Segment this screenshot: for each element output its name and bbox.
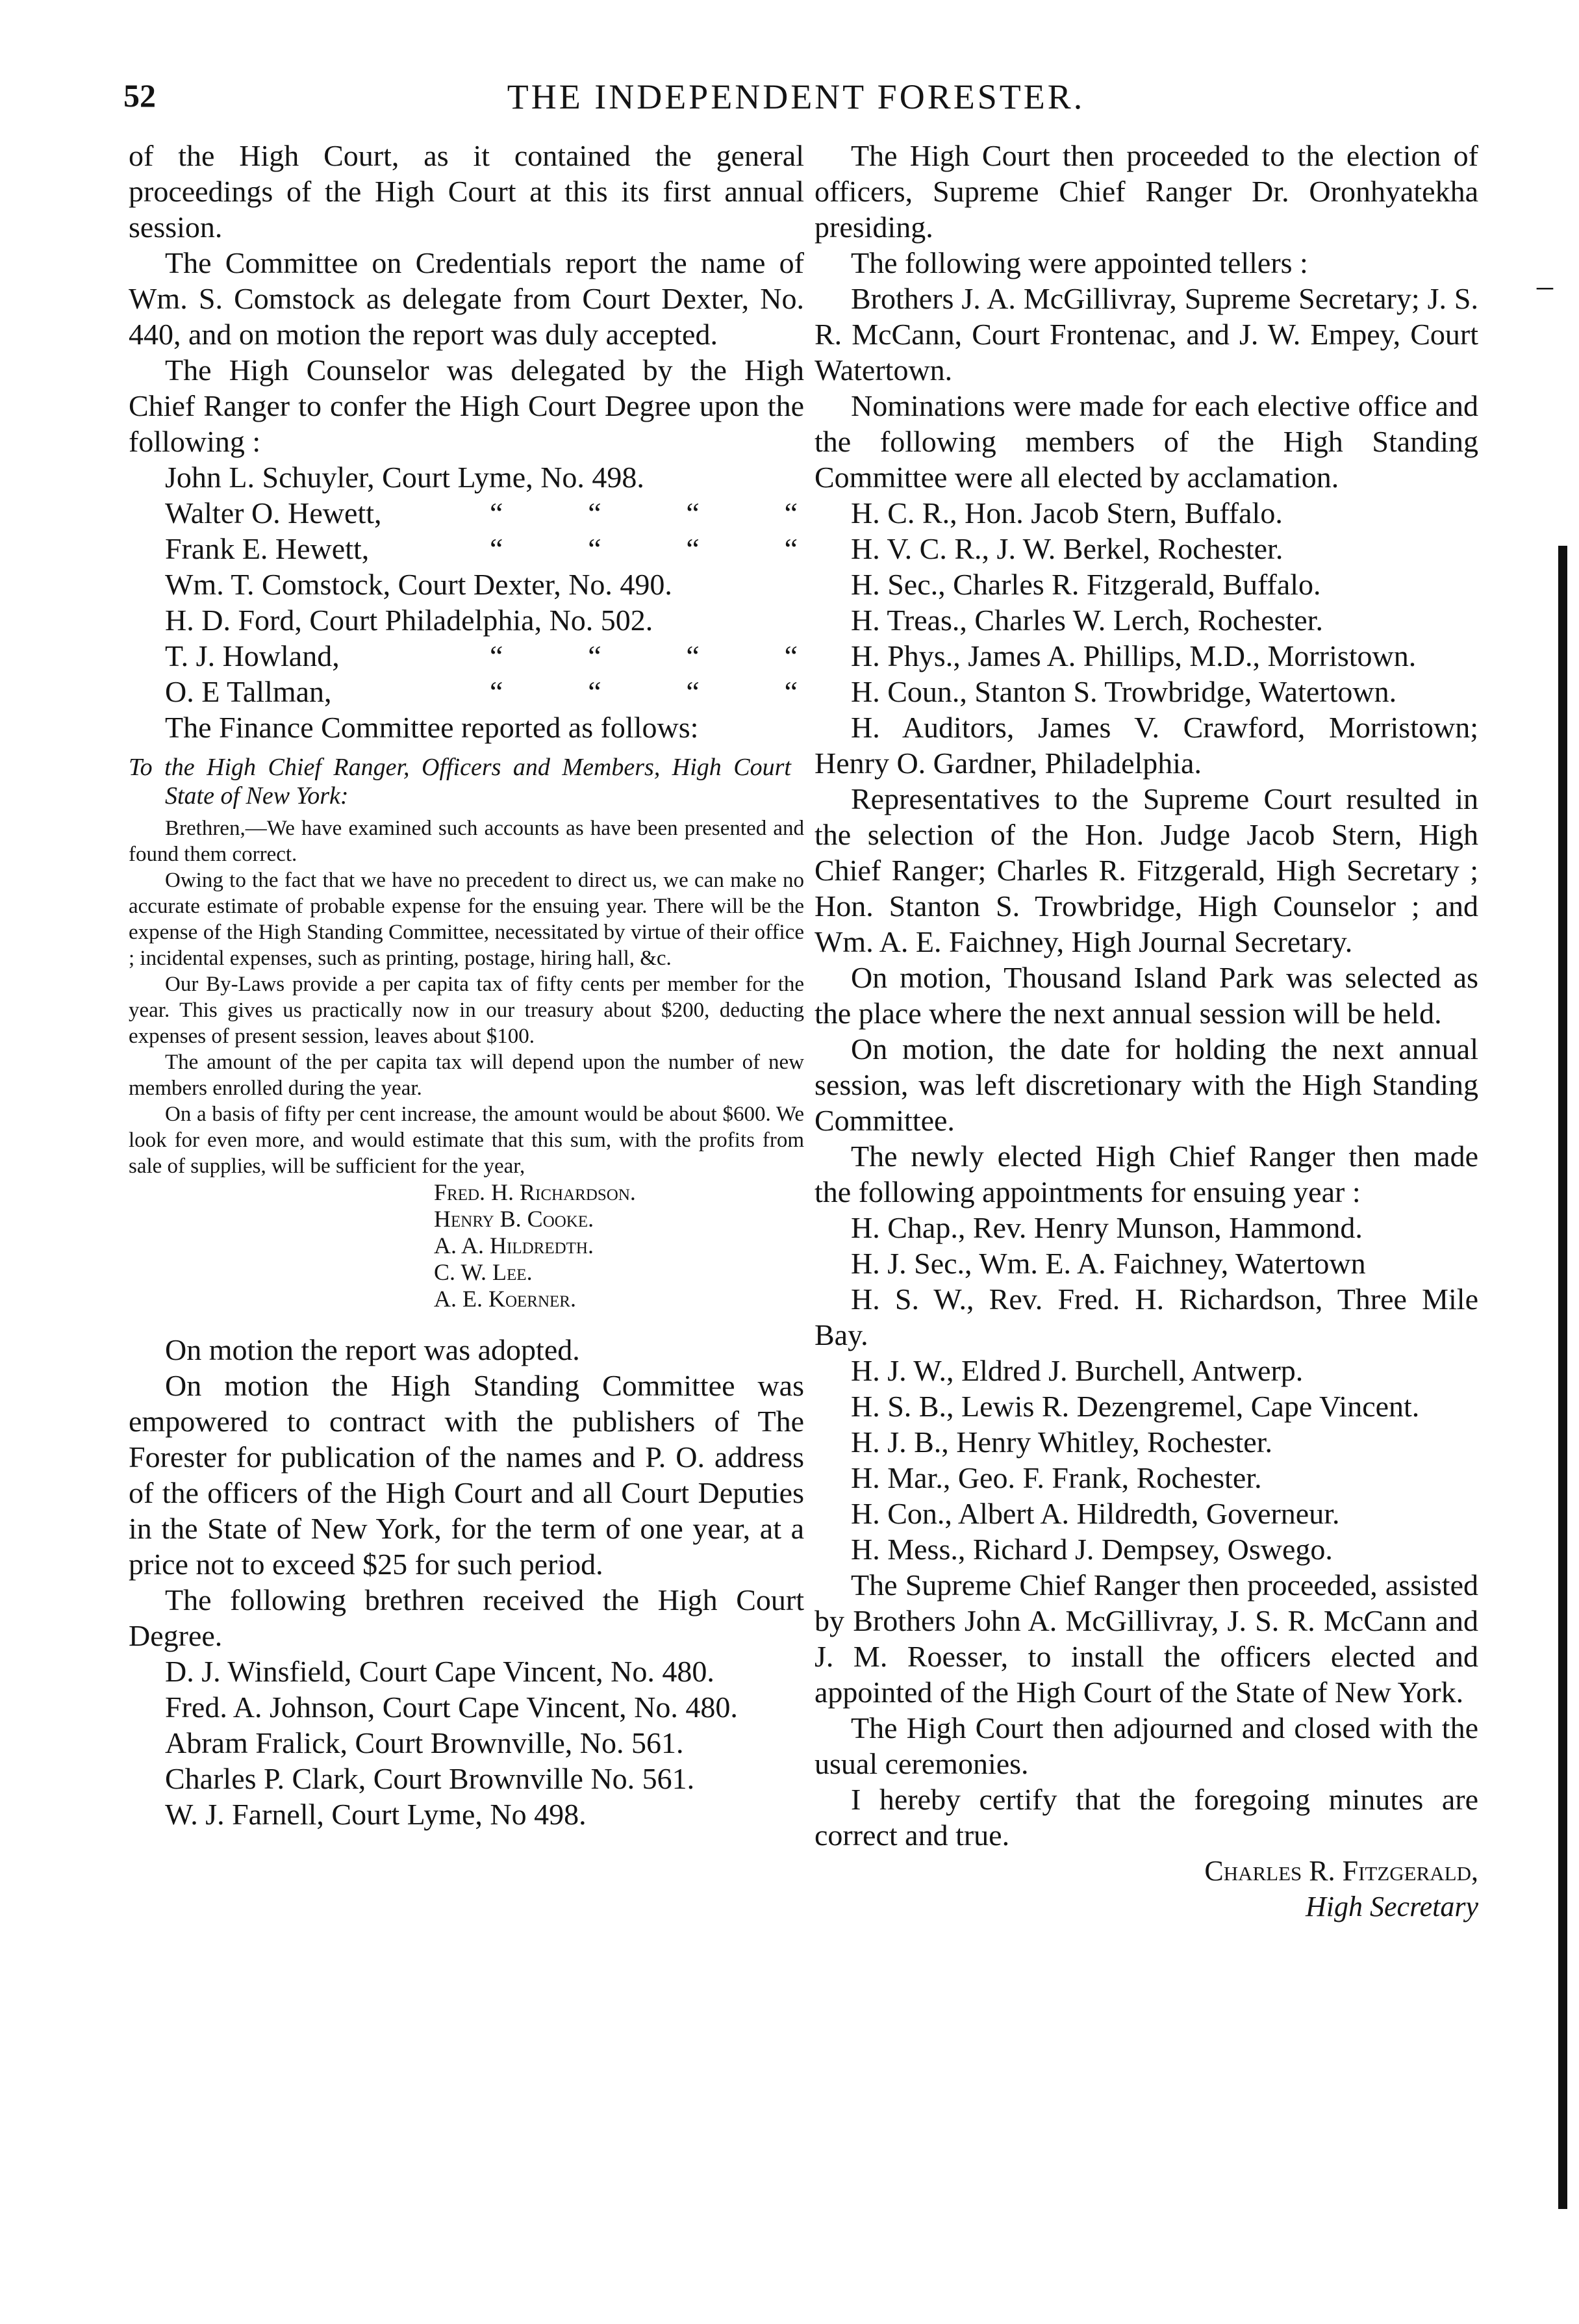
paragraph: The High Court then adjourned and closed with the usual ceremonies.: [815, 1711, 1478, 1780]
list-item: H. J. W., Eldred J. Burchell, Antwerp.: [851, 1354, 1304, 1387]
list-item: H. Auditors, James V. Crawford, Morristown; Henry O. Gardner, Philadelphia.: [815, 711, 1478, 780]
list-item: H. C. R., Hon. Jacob Stern, Buffalo.: [851, 496, 1283, 530]
list-item: D. J. Winsfield, Court Cape Vincent, No. 480.: [165, 1655, 714, 1688]
list-item: H. V. C. R., J. W. Berkel, Rochester.: [851, 532, 1283, 565]
report-address: To the High Chief Ranger, Officers and Members, High Court State of New York:: [129, 754, 791, 810]
list-item: H. Treas., Charles W. Lerch, Rochester.: [851, 604, 1323, 637]
list-item: H. Sec., Charles R. Fitzgerald, Buffalo.: [851, 568, 1321, 601]
report-paragraph: The amount of the per capita tax will depend upon the number of new members enrolled during the year.: [129, 1051, 804, 1100]
list-item: Wm. T. Comstock, Court Dexter, No. 490.: [165, 568, 672, 601]
list-item: H. Phys., James A. Phillips, M.D., Morristown.: [851, 639, 1417, 672]
paragraph: On motion, the date for holding the next annual session, was left discretionary with the High Standing Committee.: [815, 1032, 1478, 1137]
paragraph: On motion the High Standing Committee was empowered to contract with the publishers of The Forester for publication of the names and P. O. address of the officers of the High Court and all Court Deputies in the State of New York, for the term of one year, at a price not to exceed $25 for such period.: [129, 1369, 804, 1581]
finance-intro: The Finance Committee reported as follows:: [165, 711, 699, 744]
list-item: H. Mess., Richard J. Dempsey, Oswego.: [851, 1533, 1333, 1566]
list-item: Walter O. Hewett, “ “ “ “: [129, 495, 804, 531]
running-title: THE INDEPENDENT FORESTER.: [507, 77, 1085, 116]
paragraph: On motion the report was adopted.: [165, 1333, 580, 1366]
paragraph: Nominations were made for each elective office and the following members of the High Standing Committee were all elected by acclamation.: [815, 389, 1478, 494]
page-header: [123, 77, 1469, 122]
list-item: Abram Fralick, Court Brownville, No. 561.: [165, 1726, 684, 1759]
list-item: Frank E. Hewett, “ “ “ “: [129, 531, 804, 567]
list-item: T. J. Howland, “ “ “ “: [129, 638, 804, 674]
list-item: John L. Schuyler, Court Lyme, No. 498.: [165, 461, 644, 494]
signatory: A. E. Koerner.: [434, 1286, 576, 1312]
margin-mark: –: [1537, 267, 1553, 303]
left-column: [129, 138, 804, 1832]
ditto-marks: “ “ “ “: [490, 496, 798, 530]
paragraph: The following were appointed tellers :: [851, 246, 1308, 279]
paragraph: I hereby certify that the foregoing minutes are correct and true.: [815, 1783, 1478, 1852]
paragraph: The High Court then proceeded to the election of officers, Supreme Chief Ranger Dr. Oronhyatekha presiding.: [815, 139, 1478, 244]
signatory: C. W. Lee.: [434, 1259, 533, 1285]
paragraph: The Committee on Credentials report the name of Wm. S. Comstock as delegate from Court Dexter, No. 440, and on motion the report was duly accepted.: [129, 246, 804, 351]
list-item: H. Mar., Geo. F. Frank, Rochester.: [851, 1461, 1262, 1494]
signatory: A. A. Hildredth.: [434, 1232, 594, 1258]
right-column: [815, 138, 1478, 1924]
signatory: Fred. H. Richardson.: [434, 1179, 636, 1205]
paragraph: The following brethren received the High Court Degree.: [129, 1583, 804, 1652]
page-edge-shadow: [1558, 546, 1567, 2209]
list-item: H. Coun., Stanton S. Trowbridge, Watertown.: [851, 675, 1397, 708]
list-item: H. S. B., Lewis R. Dezengremel, Cape Vincent.: [851, 1390, 1420, 1423]
ditto-marks: “ “ “ “: [490, 639, 798, 672]
signatories: [129, 1179, 804, 1312]
signature-name: Charles R. Fitzgerald,: [1204, 1855, 1478, 1887]
list-item: Charles P. Clark, Court Brownville No. 561.: [165, 1762, 695, 1795]
list-item: H. J. B., Henry Whitley, Rochester.: [851, 1425, 1273, 1459]
list-item: H. J. Sec., Wm. E. A. Faichney, Watertown: [851, 1247, 1366, 1280]
paragraph: Representatives to the Supreme Court resulted in the selection of the Hon. Judge Jacob Stern, High Chief Ranger; Charles R. Fitzgerald, High Secretary ; Hon. Stanton S. Trowbridge, High Counselor ; and Wm. A. E. Faichney, High Journal Secretary.: [815, 782, 1478, 958]
signature-title: High Secretary: [1306, 1891, 1478, 1922]
report-paragraph: Brethren,—We have examined such accounts as have been presented and found them correct.: [129, 817, 804, 866]
signatory: Henry B. Cooke.: [434, 1206, 594, 1232]
paragraph: Brothers J. A. McGillivray, Supreme Secretary; J. S. R. McCann, Court Frontenac, and J. W. Empey, Court Watertown.: [815, 282, 1478, 387]
list-item: O. E Tallman, “ “ “ “: [129, 674, 804, 709]
paragraph: The newly elected High Chief Ranger then made the following appointments for ensuing year :: [815, 1140, 1478, 1208]
ditto-marks: “ “ “ “: [490, 675, 798, 708]
elected-list: [815, 495, 1478, 781]
ditto-marks: “ “ “ “: [490, 532, 798, 565]
paragraph: The High Counselor was delegated by the High Chief Ranger to confer the High Court Degree upon the following :: [129, 353, 804, 458]
list-item: H. S. W., Rev. Fred. H. Richardson, Three Mile Bay.: [815, 1283, 1478, 1351]
appointed-list: [815, 1210, 1478, 1567]
list-item: H. Con., Albert A. Hildredth, Governeur.: [851, 1497, 1340, 1530]
report-paragraph: Our By-Laws provide a per capita tax of fifty cents per member for the year. This gives us practically now in our treasury about $200, deducting expenses of present session, leaves about $100.: [129, 973, 804, 1048]
paragraph: On motion, Thousand Island Park was selected as the place where the next annual session will be held.: [815, 961, 1478, 1030]
paragraph: of the High Court, as it contained the general proceedings of the High Court at this its first annual session.: [129, 139, 804, 244]
finance-report: [129, 815, 804, 1179]
paragraph: The Supreme Chief Ranger then proceeded, assisted by Brothers John A. McGillivray, J. S. R. McCann and J. M. Roesser, to install the officers elected and appointed of the High Court of the State of New York.: [815, 1568, 1478, 1709]
report-paragraph: On a basis of fifty per cent increase, the amount would be about $600. We look for even more, and would estimate that this sum, with the profits from sale of supplies, will be sufficient for the year,: [129, 1103, 804, 1178]
list-item: H. D. Ford, Court Philadelphia, No. 502.: [165, 604, 653, 637]
brethren-list: [129, 1654, 804, 1832]
degree-list: [129, 459, 804, 709]
list-item: W. J. Farnell, Court Lyme, No 498.: [165, 1798, 587, 1831]
page-number: 52: [123, 77, 156, 114]
report-paragraph: Owing to the fact that we have no precedent to direct us, we can make no accurate estimate of probable expense for the ensuing year. There will be the expense of the High Standing Committee, necessitated by virtue of their office ; incidental expenses, such as printing, postage, hiring hall, &c.: [129, 869, 804, 970]
list-item: Fred. A. Johnson, Court Cape Vincent, No. 480.: [165, 1691, 738, 1724]
list-item: H. Chap., Rev. Henry Munson, Hammond.: [851, 1211, 1363, 1244]
